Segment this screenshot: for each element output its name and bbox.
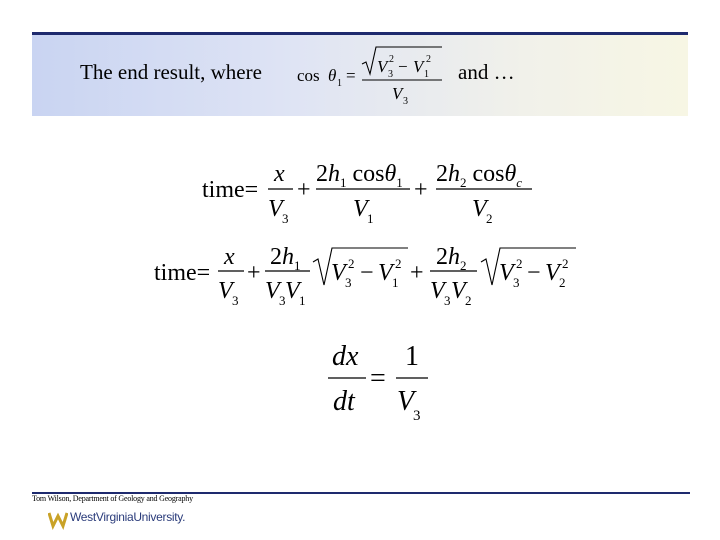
svg-text:2: 2 <box>516 256 523 271</box>
svg-text:x: x <box>224 244 235 270</box>
svg-text:2: 2 <box>559 275 566 290</box>
svg-text:V: V <box>430 278 445 304</box>
svg-text:V: V <box>378 260 393 286</box>
svg-text:V: V <box>545 260 560 286</box>
svg-text:−: − <box>360 260 374 286</box>
slide-title-suffix: and … <box>458 60 515 84</box>
svg-text:cos: cos <box>297 66 320 85</box>
svg-text:V: V <box>268 196 283 222</box>
svg-text:3: 3 <box>413 408 421 424</box>
svg-text:2: 2 <box>426 54 431 65</box>
svg-text:2: 2 <box>389 54 394 65</box>
svg-text:3: 3 <box>282 211 289 226</box>
footer-credit: Tom Wilson, Department of Geology and Geography <box>32 494 193 503</box>
svg-text:2: 2 <box>348 256 355 271</box>
svg-text:V: V <box>285 278 300 304</box>
slope-equation <box>328 341 428 424</box>
svg-text:3: 3 <box>388 69 393 80</box>
svg-text:dt: dt <box>333 386 355 417</box>
svg-text:2: 2 <box>486 211 493 226</box>
svg-text:1: 1 <box>405 341 419 372</box>
svg-text:V: V <box>451 278 466 304</box>
wv-logo-icon <box>48 510 68 530</box>
svg-text:V: V <box>392 84 403 103</box>
svg-text:2: 2 <box>465 293 472 308</box>
svg-text:+: + <box>247 260 261 286</box>
svg-text:time=: time= <box>202 177 259 203</box>
svg-text:2h2 cosθc: $2h_2$ cosθ$_c$ <box>436 161 523 190</box>
svg-text:1: 1 <box>424 69 429 80</box>
svg-text:V: V <box>265 278 280 304</box>
svg-text:2h1: $2h_1$ <box>270 244 301 273</box>
title-equation <box>297 47 442 107</box>
slide-title: The end result, where <box>80 60 262 84</box>
svg-text:−: − <box>527 260 541 286</box>
svg-text:x: x <box>274 161 285 187</box>
svg-text:=: = <box>370 363 386 394</box>
svg-text:V: V <box>413 57 424 76</box>
university-logo <box>48 508 228 532</box>
svg-text:2: 2 <box>395 256 402 271</box>
svg-text:=: = <box>346 66 356 85</box>
svg-text:V: V <box>353 196 368 222</box>
svg-text:3: 3 <box>444 293 451 308</box>
svg-text:1: 1 <box>392 275 399 290</box>
svg-text:3: 3 <box>403 96 408 107</box>
svg-text:θ: θ <box>328 66 337 85</box>
svg-text:V: V <box>331 260 346 286</box>
svg-text:3: 3 <box>345 275 352 290</box>
svg-text:+: + <box>414 177 428 203</box>
svg-text:3: 3 <box>513 275 520 290</box>
university-name: WestVirginiaUniversity. <box>70 510 186 524</box>
time-equation-2 <box>154 244 576 308</box>
svg-text:V: V <box>472 196 487 222</box>
svg-text:V: V <box>397 386 415 417</box>
svg-text:3: 3 <box>279 293 286 308</box>
time-equation-1 <box>202 161 532 226</box>
svg-text:V: V <box>499 260 514 286</box>
svg-text:+: + <box>410 260 424 286</box>
svg-text:2h2: $2h_2$ <box>436 244 467 273</box>
svg-text:dx: dx <box>332 341 359 372</box>
svg-text:1: 1 <box>337 78 342 89</box>
svg-text:1: 1 <box>367 211 374 226</box>
svg-text:−: − <box>398 57 408 76</box>
svg-text:V: V <box>218 278 233 304</box>
svg-text:+: + <box>297 177 311 203</box>
svg-text:1: 1 <box>299 293 306 308</box>
svg-text:2: 2 <box>562 256 569 271</box>
svg-text:3: 3 <box>232 293 239 308</box>
svg-text:time=: time= <box>154 260 211 286</box>
svg-text:V: V <box>377 57 388 76</box>
svg-text:2h1 cosθ1: $2h_1$ cosθ$_1$ <box>316 161 403 190</box>
